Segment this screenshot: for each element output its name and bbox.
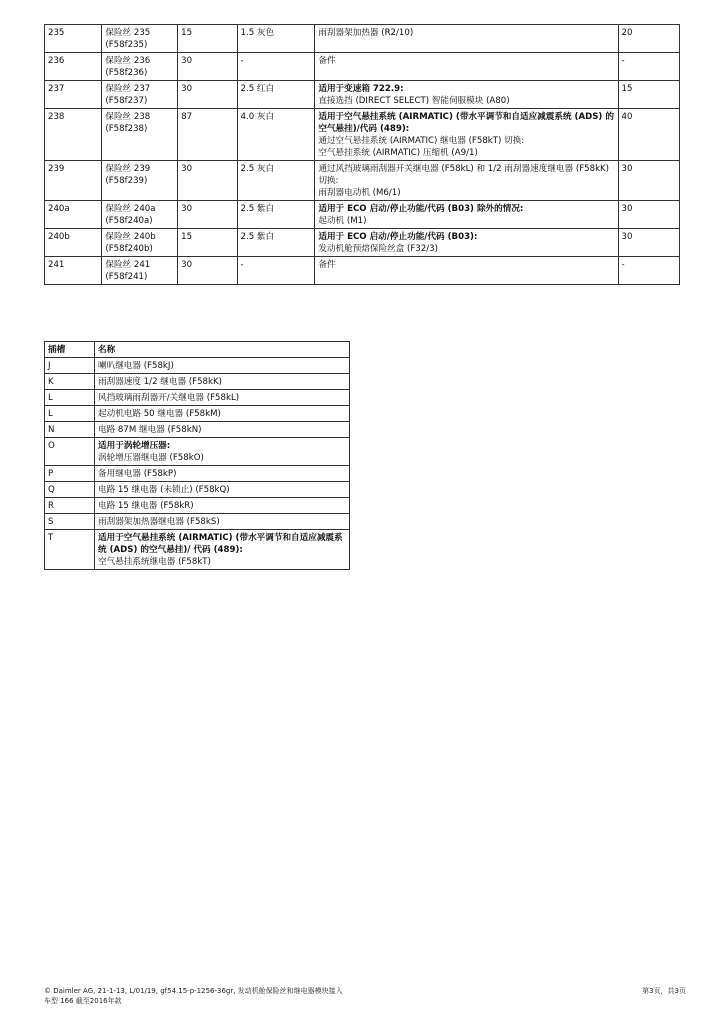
fuse-code: (F58f235) [105, 40, 148, 50]
condition-text: 适用于 ECO 启动/停止功能/代码 (B03): [318, 232, 478, 242]
relay-name: 雨刮器架加热器继电器 (F58kS) [98, 517, 220, 527]
fuse-row [45, 81, 680, 109]
relay-name-cell [95, 374, 350, 390]
relay-name-cell [95, 530, 350, 570]
slot-cell: P [45, 466, 95, 482]
consumer-text: 雨刮器电动机 (M6/1) [318, 188, 401, 198]
slot-row [45, 530, 350, 570]
fuse-value-cell: - [618, 53, 680, 81]
wire-cell: 2.5 灰白 [237, 161, 315, 201]
consumer-cell [315, 25, 618, 53]
slot-row [45, 482, 350, 498]
relay-name-cell [95, 438, 350, 466]
fuse-row [45, 109, 680, 161]
relay-name-cell [95, 390, 350, 406]
relay-name: 电路 15 继电器 (F58kR) [98, 501, 194, 511]
consumer-cell [315, 53, 618, 81]
consumer-cell [315, 161, 618, 201]
slot-cell: N [45, 422, 95, 438]
relay-name: 空气悬挂系统继电器 (F58kT) [98, 557, 211, 567]
fuse-ampere-cell: 15 [178, 25, 237, 53]
wire-cell: 2.5 紫白 [237, 201, 315, 229]
fuse-name: 保险丝 235 [105, 28, 151, 38]
consumer-cell [315, 81, 618, 109]
fuse-row [45, 257, 680, 285]
consumer-text: 起动机 (M1) [318, 216, 367, 226]
consumer-text: 雨刮器架加热器 (R2/10) [318, 28, 414, 38]
relay-name-cell [95, 422, 350, 438]
fuse-name: 保险丝 241 [105, 260, 151, 270]
fuse-ampere-cell: 30 [178, 161, 237, 201]
condition-text: 适用于 ECO 启动/停止功能/代码 (B03) 除外的情况: [318, 204, 524, 214]
condition-text: 适用于空气悬挂系统 (AIRMATIC) (带水平调节和自适应减震系统 (ADS) 的空气悬挂)/代码 (489): [318, 112, 614, 134]
fuse-number-cell: 240b [45, 229, 102, 257]
consumer-text: 备件 [318, 260, 336, 270]
fuse-value-cell: 30 [618, 161, 680, 201]
fuse-number-cell: 236 [45, 53, 102, 81]
consumer-text: 直接选挡 (DIRECT SELECT) 智能伺服模块 (A80) [318, 96, 510, 106]
consumer-cell [315, 201, 618, 229]
fuse-name: 保险丝 238 [105, 112, 151, 122]
fuse-row [45, 229, 680, 257]
fuse-value-cell: 40 [618, 109, 680, 161]
slot-cell: T [45, 530, 95, 570]
relay-name-cell [95, 358, 350, 374]
fuse-name-cell [102, 201, 178, 229]
fuse-code: (F58f237) [105, 96, 148, 106]
fuse-code: (F58f240b) [105, 244, 153, 254]
fuse-ampere-cell: 30 [178, 201, 237, 229]
wire-cell: 2.5 红白 [237, 81, 315, 109]
relay-name-cell [95, 514, 350, 530]
wire-cell: - [237, 257, 315, 285]
slot-cell: L [45, 390, 95, 406]
slot-cell: O [45, 438, 95, 466]
relay-name: 涡轮增压器继电器 (F58kO) [98, 453, 204, 463]
slot-table [44, 341, 350, 570]
relay-name: 风挡玻璃雨刮器开/关继电器 (F58kL) [98, 393, 240, 403]
slot-row [45, 422, 350, 438]
fuse-name-cell [102, 229, 178, 257]
fuse-name-cell [102, 81, 178, 109]
footer-line-1: © Daimler AG, 21-1-13, L/01/19, gf54.15-p-1256-36gr, 发动机舱保险丝和继电器模块接入 [44, 987, 343, 995]
fuse-code: (F58f236) [105, 68, 148, 78]
fuse-name: 保险丝 240a [105, 204, 156, 214]
fuse-number-cell: 240a [45, 201, 102, 229]
slot-row [45, 438, 350, 466]
condition-text: 适用于变速箱 722.9: [318, 84, 404, 94]
fuse-table [44, 24, 680, 285]
footer-page-number: 第3页，共3页 [642, 987, 686, 995]
wire-cell: 2.5 紫白 [237, 229, 315, 257]
fuse-name: 保险丝 239 [105, 164, 151, 174]
fuse-value-cell: 20 [618, 25, 680, 53]
slot-cell: K [45, 374, 95, 390]
fuse-name-cell [102, 257, 178, 285]
wire-cell: - [237, 53, 315, 81]
relay-name-cell [95, 482, 350, 498]
consumer-cell [315, 229, 618, 257]
fuse-value-cell: - [618, 257, 680, 285]
fuse-code: (F58f240a) [105, 216, 153, 226]
slot-cell: Q [45, 482, 95, 498]
fuse-code: (F58f239) [105, 176, 148, 186]
fuse-number-cell: 237 [45, 81, 102, 109]
fuse-row [45, 201, 680, 229]
slot-row [45, 498, 350, 514]
condition-text: 适用于空气悬挂系统 (AIRMATIC) (带水平调节和自适应减震系统 (ADS) 的空气悬挂)/ 代码 (489): [98, 533, 343, 555]
slot-cell: L [45, 406, 95, 422]
footer-document-info [44, 986, 564, 1006]
fuse-number-cell: 241 [45, 257, 102, 285]
consumer-cell [315, 257, 618, 285]
fuse-ampere-cell: 30 [178, 257, 237, 285]
fuse-row [45, 161, 680, 201]
fuse-code: (F58f241) [105, 272, 148, 282]
fuse-row [45, 53, 680, 81]
relay-name: 喇叭继电器 (F58kJ) [98, 361, 174, 371]
name-header: 名称 [95, 342, 350, 358]
fuse-name: 保险丝 236 [105, 56, 151, 66]
slot-row [45, 514, 350, 530]
slot-cell: J [45, 358, 95, 374]
relay-name: 电路 15 继电器 (未锁止) (F58kQ) [98, 485, 230, 495]
consumer-text: 备件 [318, 56, 336, 66]
slot-row [45, 390, 350, 406]
fuse-value-cell: 30 [618, 201, 680, 229]
consumer-text: 空气悬挂系统 (AIRMATIC) 压缩机 (A9/1) [318, 148, 478, 158]
fuse-name-cell [102, 53, 178, 81]
slot-table-header [45, 342, 350, 358]
fuse-name: 保险丝 240b [105, 232, 156, 242]
relay-name: 备用继电器 (F58kP) [98, 469, 177, 479]
footer-line-2: 车型 166 截至2016年款 [44, 997, 122, 1005]
fuse-ampere-cell: 30 [178, 53, 237, 81]
fuse-number-cell: 239 [45, 161, 102, 201]
fuse-number-cell: 238 [45, 109, 102, 161]
relay-name: 雨刮器速度 1/2 继电器 (F58kK) [98, 377, 222, 387]
relay-name-cell [95, 498, 350, 514]
relay-name-cell [95, 406, 350, 422]
slot-cell: S [45, 514, 95, 530]
fuse-number-cell: 235 [45, 25, 102, 53]
condition-text: 适用于涡轮增压器: [98, 441, 171, 451]
fuse-name: 保险丝 237 [105, 84, 151, 94]
slot-cell: R [45, 498, 95, 514]
slot-header: 插槽 [45, 342, 95, 358]
fuse-ampere-cell: 87 [178, 109, 237, 161]
slot-row [45, 406, 350, 422]
consumer-text: 发动机舱预熔保险丝盒 (F32/3) [318, 244, 438, 254]
slot-row [45, 374, 350, 390]
fuse-row [45, 25, 680, 53]
wire-cell: 4.0 灰白 [237, 109, 315, 161]
fuse-ampere-cell: 30 [178, 81, 237, 109]
consumer-cell [315, 109, 618, 161]
slot-row [45, 358, 350, 374]
wire-cell: 1.5 灰色 [237, 25, 315, 53]
relay-name-cell [95, 466, 350, 482]
fuse-name-cell [102, 161, 178, 201]
fuse-name-cell [102, 25, 178, 53]
fuse-value-cell: 15 [618, 81, 680, 109]
consumer-text: 通过风挡玻璃雨刮器开关继电器 (F58kL) 和 1/2 雨刮器速度继电器 (F58kK) 切换: [318, 164, 610, 186]
consumer-text: 通过空气悬挂系统 (AIRMATIC) 继电器 (F58kT) 切换: [318, 136, 525, 146]
slot-row [45, 466, 350, 482]
relay-name: 电路 87M 继电器 (F58kN) [98, 425, 202, 435]
fuse-value-cell: 30 [618, 229, 680, 257]
fuse-name-cell [102, 109, 178, 161]
fuse-ampere-cell: 15 [178, 229, 237, 257]
fuse-code: (F58f238) [105, 124, 148, 134]
relay-name: 起动机电路 50 继电器 (F58kM) [98, 409, 221, 419]
